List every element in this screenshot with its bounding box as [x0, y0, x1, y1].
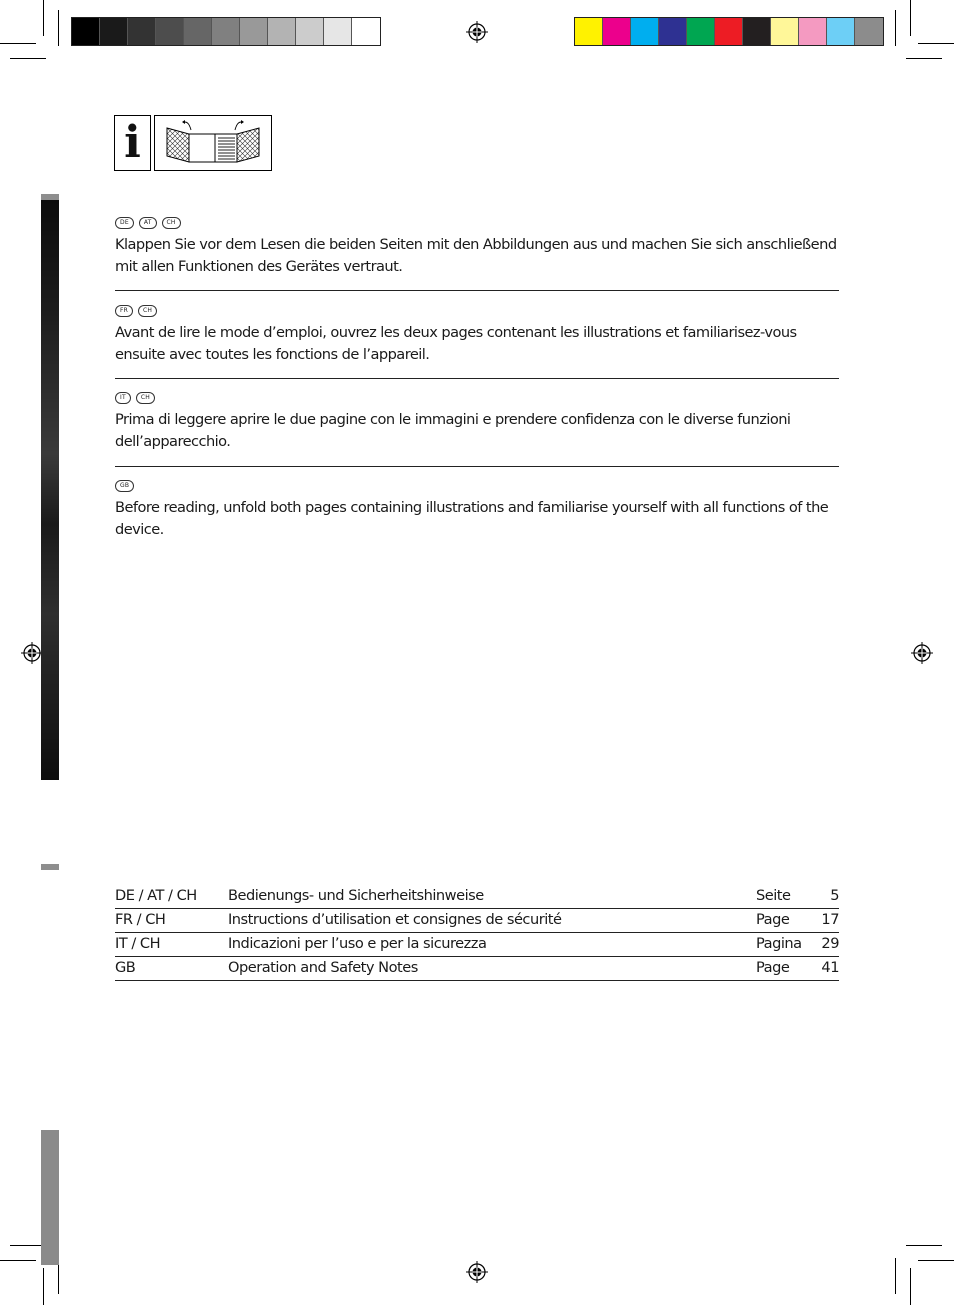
crop-mark [43, 1268, 44, 1305]
color-swatch [799, 18, 827, 45]
country-badges [115, 216, 839, 229]
country-badge: CH [138, 305, 157, 317]
color-swatch [659, 18, 687, 45]
grayscale-color-bar [71, 17, 381, 46]
country-badge: GB [115, 480, 134, 492]
crop-mark [43, 0, 44, 36]
toc-row[interactable] [115, 933, 839, 957]
crop-mark [906, 1245, 942, 1246]
color-swatch [184, 18, 212, 45]
country-badge: CH [136, 392, 155, 404]
crop-mark [10, 58, 46, 59]
country-badge: AT [139, 217, 157, 229]
toc-page-number: 17 [821, 911, 839, 928]
crop-mark [895, 1258, 896, 1294]
color-swatch [212, 18, 240, 45]
toc-row[interactable] [115, 909, 839, 933]
color-swatch [743, 18, 771, 45]
toc-page-number: 41 [821, 959, 839, 976]
color-swatch [72, 18, 100, 45]
color-swatch [603, 18, 631, 45]
language-section-gb [115, 479, 839, 541]
color-swatch [240, 18, 268, 45]
language-section-it [115, 391, 839, 453]
language-section-de [115, 216, 839, 278]
table-of-contents [115, 885, 839, 981]
toc-languages: GB [115, 959, 136, 976]
crop-mark [910, 1268, 911, 1305]
language-section-fr [115, 304, 839, 366]
intro-paragraph: Klappen Sie vor dem Lesen die beiden Seiten mit den Abbildungen aus und machen Sie sich anschließend mit allen Funktionen des Gerätes vertraut. [115, 236, 837, 275]
color-swatch [296, 18, 324, 45]
cover-edge-marker [41, 864, 59, 870]
cover-edge-strip-bottom [41, 1130, 59, 1265]
country-badges [115, 304, 839, 317]
toc-title: Operation and Safety Notes [228, 959, 418, 976]
crop-mark [0, 1260, 36, 1261]
color-swatch [715, 18, 743, 45]
color-swatch [100, 18, 128, 45]
info-icon [114, 115, 151, 171]
intro-paragraph: Before reading, unfold both pages containing illustrations and familiarise yourself with all functions of the device. [115, 499, 829, 538]
crop-mark [895, 10, 896, 46]
toc-title: Indicazioni per l’uso e per la sicurezza [228, 935, 487, 952]
toc-languages: IT / CH [115, 935, 161, 952]
color-swatch [855, 18, 883, 45]
toc-languages: FR / CH [115, 911, 166, 928]
crop-mark [918, 43, 954, 44]
section-divider [115, 378, 839, 379]
color-swatch [827, 18, 855, 45]
crop-mark [918, 1260, 954, 1261]
toc-page-word: Page [756, 911, 790, 928]
color-swatch [352, 18, 380, 45]
country-badge: CH [162, 217, 181, 229]
country-badges [115, 479, 839, 492]
country-badge: IT [115, 392, 131, 404]
info-glyph: i [124, 117, 141, 168]
crop-mark [910, 0, 911, 36]
registration-mark-icon [911, 642, 933, 664]
crop-mark [906, 58, 942, 59]
fold-out-pages-icon [154, 115, 272, 171]
toc-page-word: Seite [756, 887, 791, 904]
country-badge: FR [115, 305, 133, 317]
toc-languages: DE / AT / CH [115, 887, 197, 904]
color-swatch [156, 18, 184, 45]
color-swatch [575, 18, 603, 45]
registration-mark-icon [21, 642, 43, 664]
toc-page-number: 5 [830, 887, 839, 904]
toc-page-word: Pagina [756, 935, 802, 952]
process-color-bar [574, 17, 884, 46]
cover-edge-strip [41, 194, 59, 780]
registration-mark-icon [466, 21, 488, 43]
color-swatch [771, 18, 799, 45]
toc-row[interactable] [115, 885, 839, 909]
color-swatch [687, 18, 715, 45]
toc-page-number: 29 [821, 935, 839, 952]
color-swatch [324, 18, 352, 45]
section-divider [115, 290, 839, 291]
color-swatch [128, 18, 156, 45]
color-swatch [631, 18, 659, 45]
toc-title: Instructions d’utilisation et consignes de sécurité [228, 911, 562, 928]
toc-page-word: Page [756, 959, 790, 976]
color-swatch [268, 18, 296, 45]
intro-paragraph: Avant de lire le mode d’emploi, ouvrez les deux pages contenant les illustrations et familiarisez-vous ensuite avec toutes les fonctions de l’appareil. [115, 324, 797, 363]
toc-title: Bedienungs- und Sicherheitshinweise [228, 887, 484, 904]
toc-row[interactable] [115, 957, 839, 981]
registration-mark-icon [466, 1261, 488, 1283]
section-divider [115, 466, 839, 467]
crop-mark [0, 43, 36, 44]
intro-paragraph: Prima di leggere aprire le due pagine con le immagini e prendere confidenza con le diverse funzioni dell’apparecchio. [115, 411, 791, 450]
crop-mark [58, 10, 59, 46]
country-badges [115, 391, 839, 404]
country-badge: DE [115, 217, 134, 229]
